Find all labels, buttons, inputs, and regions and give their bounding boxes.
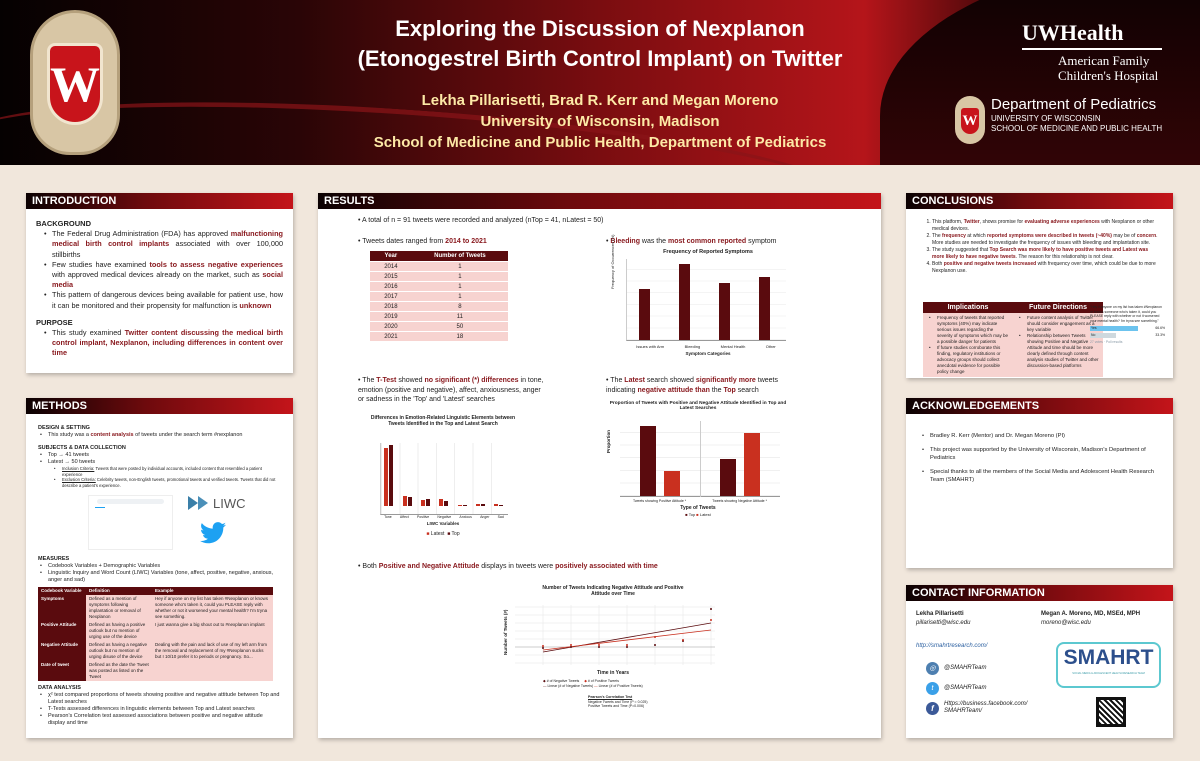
poster-title-line1: Exploring the Discussion of Nexplanon	[395, 16, 805, 41]
year-table: Year Number of Tweets 2014 1 2015 1 2016 1 2017 1 2018 8 2019 11 2020 50 2021 18	[370, 251, 508, 341]
intro-bullet: • The Federal Drug Administration (FDA) has approved malfunctioning medical birth control implants associated with over 100,000 stillbirths	[42, 229, 283, 260]
background-heading: BACKGROUND	[36, 219, 91, 228]
contact-name-1: Lekha Pillarisetti	[916, 611, 964, 617]
intro-bullet: • Few studies have examined tools to assess negative experiences with approved medical devices already on the market, such as social media	[42, 260, 283, 291]
table-row: Positive Attitude Defined as having a positive outlook but no mention of urging use of the device I just wanna give a big shout out to #nexplanon implant	[38, 621, 273, 641]
time-legend: ◆ # of Negative Tweets ◆ # of Positive Tweets — Linear (# of Negative Tweets) — Linear (# of Positive Tweets)	[543, 679, 643, 688]
exclusion-criteria: • Exclusion Criteria: Celebrity tweets, non-English tweets, promotional tweets and verified tweets. Tweets that did not describe a patient's experience.	[52, 477, 281, 488]
liwc-legend: ■ Latest ■ Top	[426, 531, 460, 537]
affiliation-university: University of Wisconsin, Madison	[480, 113, 720, 130]
website-link[interactable]: http://smahrtresearch.com/	[916, 643, 988, 649]
conclusion-item: 2. The frequency at which reported symptoms were described in tweets (~40%) may be of concern. More studies are needed to investigate the frequency of issues with bleeding and implantation site.	[932, 233, 1161, 247]
title-block	[310, 14, 890, 153]
table-row: 2018 8	[370, 302, 508, 312]
design-heading: DESIGN & SETTING	[38, 425, 90, 431]
methods-bullet: • Top → 41 tweets	[38, 452, 281, 459]
affiliation-school: School of Medicine and Public Health, Department of Pediatrics	[373, 134, 827, 151]
proportion-chart: Proportion of Tweets with Positive and Negative Attitude Identified in Top and Latest Searches Proportion Tweets showing Positive Attitude * Tweets showing Negative Attitude * Type of Tweets ■ Top ■ Latest	[606, 401, 787, 517]
ack-item: • Special thanks to all the members of the Social Media and Adolescent Health Research Team (SMAHRT)	[920, 468, 1159, 484]
time-scatter-plot	[515, 605, 720, 667]
conclusion-item: 1. This platform, Twitter, shows promise for evaluating adverse experiences with Nexplanon or other medical devices.	[932, 219, 1161, 233]
twitter-search-screenshot	[88, 495, 173, 550]
methods-panel	[26, 398, 293, 738]
results-total: • A total of n = 91 tweets were recorded and analyzed (nTop = 41, nLatest = 50)	[358, 217, 604, 224]
section-heading: INTRODUCTION	[26, 193, 293, 209]
facebook-link[interactable]: f Https://business.facebook.com/ SMAHRTeam/	[926, 698, 1027, 718]
purpose-bullet: • This study examined Twitter content discussing the medical birth control implant, Nexplanon, including differences in content over time	[42, 328, 283, 359]
smahrt-logo: SMAHRT SOCIAL MEDIA & ADOLESCENT HEALTH RESEARCH TEAM	[1056, 642, 1161, 688]
intro-bullet: • This pattern of dangerous devices being available for patient use, how it can be monitored and their propensity for malfunction is unknown	[42, 290, 283, 310]
results-latest: • The Latest search showed significantly more tweets indicating negative attitude than the Top search	[606, 377, 778, 394]
conclusion-item: 4. Both positive and negative tweets increased with frequency over time, which could be due to more Nexplanon use.	[932, 261, 1161, 275]
methods-bullet: • This study was a content analysis of tweets under the search term #nexplanon	[38, 432, 281, 439]
contact-email-1[interactable]: pillarisetti@wisc.edu	[916, 620, 971, 626]
measures-heading: MEASURES	[38, 556, 70, 562]
results-bleeding: • Bleeding was the most common reported symptom	[606, 238, 777, 245]
results-ttest: • The T-Test showed no significant (*) differences in tone, emotion (positive and negative), affect, anxiousness, anger or sadness in the 'Top' and 'Latest' searches	[358, 377, 544, 403]
symptom-chart: Frequency of Reported Symptoms Frequency of Occurrences (%) Issues with Arm Bleeding Mental Health Other Symptom Categories	[618, 249, 798, 255]
methods-bullet: • Pearson's Correlation test assessed associations between positive and negative attitude display and time	[38, 713, 281, 727]
proportion-legend: ■ Top ■ Latest	[685, 512, 711, 517]
uwhealth-logo: UWHealth American Family Children's Hospital	[1022, 20, 1162, 83]
facebook-icon: f	[926, 702, 939, 715]
pearson-note: Pearson's Correlation Test Negative Tweets and Time (P = 0.025) Positive Tweets and Time (P=0.006)	[588, 695, 648, 708]
instagram-icon: ◎	[926, 662, 939, 675]
contact-email-2[interactable]: moreno@wisc.edu	[1041, 620, 1091, 626]
table-row: 2021 18	[370, 332, 508, 342]
inclusion-criteria: • Inclusion Criteria: Tweets that were posted by individual accounts, included content that resembled a patient experience	[52, 466, 281, 477]
table-row: 2016 1	[370, 282, 508, 292]
twitter-icon: t	[926, 682, 939, 695]
subjects-heading: SUBJECTS & DATA COLLECTION	[38, 445, 126, 451]
results-panel	[318, 193, 881, 738]
analysis-heading: DATA ANALYSIS	[38, 685, 81, 691]
methods-bullet: • Linguistic Inquiry and Word Count (LIWC) Variables (tone, affect, positive, negative, anxious, anger and sad)	[38, 570, 281, 584]
methods-bullet: • Latest → 50 tweets	[38, 459, 281, 466]
twitter-bird-icon	[200, 522, 226, 544]
results-date-range: • Tweets dates ranged from 2014 to 2021	[358, 238, 487, 245]
contact-name-2: Megan A. Moreno, MD, MSEd, MPH	[1041, 611, 1141, 617]
poster-header	[0, 0, 1200, 165]
poster-title-line2: (Etonogestrel Birth Control Implant) on Twitter	[357, 46, 843, 71]
methods-bullet: • T-Tests assessed differences in linguistic elements between Top and Latest searches	[38, 706, 281, 713]
liwc-icon	[188, 496, 210, 510]
acknowledgements-panel	[906, 398, 1173, 568]
twitter-poll: "Hey if anyone on my list has taken #Nexplanon or knows someone who's taken it, could you PLEASE reply with whether or not it worsened your mental health? I'm tryna see something." Yes 66.6% No 33.3% 27 votes · Poll results	[1090, 305, 1165, 344]
time-chart: Number of Tweets Indicating Negative Attitude and Positive Attitude over Time Number of Tweets (#) Time in Years ◆ # of Negative Tweets ◆ # of Positive Tweets — Linear (# of Negative Tweets) — Linear (# of Positive Tweets) Pearson's Correlation Test Negative Tweets and Time (P = 0.025) Positive Tweets and Time (P=0.006)	[503, 585, 723, 597]
ack-item: • Bradley R. Kerr (Mentor) and Dr. Megan Moreno (PI)	[920, 432, 1159, 440]
table-row: 2019 11	[370, 312, 508, 322]
table-row: 2017 1	[370, 292, 508, 302]
table-row: Date of tweet Defined as the date the Tweet was posted as listed on the Tweet	[38, 661, 273, 681]
section-heading: CONTACT INFORMATION	[906, 585, 1173, 601]
table-row: 2014 1	[370, 262, 508, 272]
methods-bullet: • Codebook Variables + Demographic Variables	[38, 563, 281, 570]
qr-code[interactable]	[1096, 697, 1126, 727]
methods-bullet: • χ² test compared proportions of tweets showing positive and negative attitude between Top and Latest searches	[38, 692, 281, 706]
section-heading: RESULTS	[318, 193, 881, 209]
section-heading: ACKNOWLEDGEMENTS	[906, 398, 1173, 414]
instagram-link[interactable]: ◎ @SMAHRTeam	[926, 658, 1027, 678]
table-row: Negative Attitude Defined as having a negative outlook but no mention of urging disuse of the device Dealing with the pain and lack of use of my left arm from the removal and replacement of my #Nexplanon sucks but I 10/10 prefer it to periods or pregnancy. So...	[38, 641, 273, 661]
codebook-table: Codebook Variable Definition Example Symptoms Defined as a mention of symptoms following implantation or removal of Nexplanon Hey if anyone on my list has taken #Nexplanon or knows someone who's taken it, could you PLEASE reply with whether or not it worsened your mental health? I'm tryna see something. Positive Attitude Defined as having a positive outlook but no mention of urging use of the device I just wanna give a big shout out to #nexplanon implant Negative Attitude Defined as having a negative outlook but no mention of urging disuse of the device Dealing with the pain and lack of use of my left arm from the removal and replacement of my #Nexplanon sucks but I 10/10 prefer it to periods or pregnancy. So... Date of tweet Defined as the date the Tweet was posted as listed on the Tweet	[38, 587, 273, 681]
dept-pediatrics-logo: W Department of Pediatrics UNIVERSITY OF WISCONSIN SCHOOL OF MEDICINE AND PUBLIC HEALTH	[955, 96, 1162, 144]
purpose-heading: PURPOSE	[36, 317, 73, 327]
uw-crest-logo	[30, 10, 120, 155]
liwc-chart: Differences in Emotion-Related Linguistic Elements between Tweets Identified in the Top and Latest Search Tone Affect Positive Negative Anxious Anger Sad LIWC Variables ■ Latest ■ Top	[368, 415, 518, 427]
section-heading: CONCLUSIONS	[906, 193, 1173, 209]
introduction-panel	[26, 193, 293, 373]
ack-item: • This project was supported by the University of Wisconsin, Madison's Department of Pediatrics	[920, 446, 1159, 462]
uw-shield-icon: W	[47, 43, 103, 125]
mini-crest-icon	[955, 96, 985, 144]
authors: Lekha Pillarisetti, Brad R. Kerr and Megan Moreno	[421, 92, 779, 109]
conclusion-item: 3. The study suggested that Top Search was more likely to have positive tweets and Latest was more likely to have negative tweets. The reason for this relationship is not clear.	[932, 247, 1161, 261]
liwc-logo: LIWC	[188, 496, 246, 510]
table-row: 2020 50	[370, 322, 508, 332]
conclusions-panel	[906, 193, 1173, 378]
table-row: Symptoms Defined as a mention of symptoms following implantation or removal of Nexplanon Hey if anyone on my list has taken #Nexplanon or knows someone who's taken it, could you PLEASE reply with whether or not it worsened your mental health? I'm tryna see something.	[38, 595, 273, 621]
results-time: • Both Positive and Negative Attitude displays in tweets were positively associated with time	[358, 563, 658, 570]
section-heading: METHODS	[26, 398, 293, 414]
twitter-link[interactable]: t @SMAHRTeam	[926, 678, 1027, 698]
contact-panel	[906, 585, 1173, 738]
implications-table: Implications Future Directions • Frequency of tweets that reported symptoms (40%) may indicate serious issues regarding the severity of symptoms which may be a possible danger for patients • If future studies corroborate this finding, regulatory institutions or advocacy groups should collect anecdotal evidence for possible policy change • Future content analysis of Twitter should consider engagement as a key variable • Relationship between Tweets showing Positive and Negative Attitude and time should be more clearly defined through content analysis studies of Twitter and other discussion-based platforms	[923, 302, 1103, 377]
table-row: 2015 1	[370, 272, 508, 282]
